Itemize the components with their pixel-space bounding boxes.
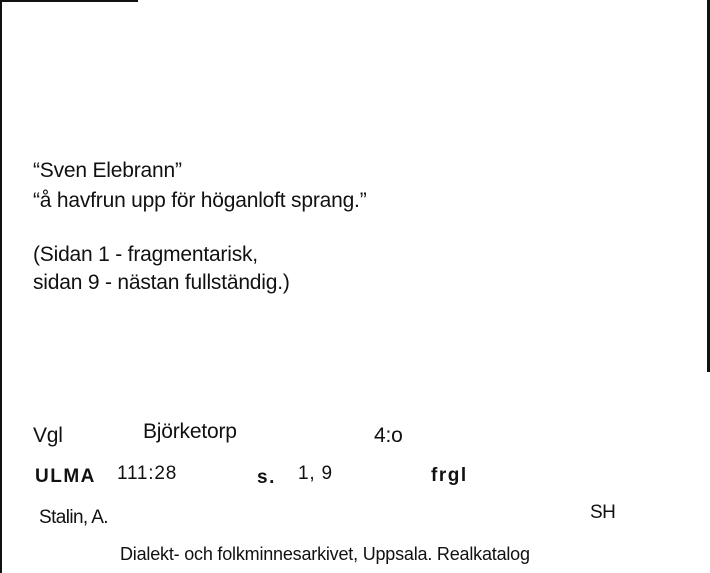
recorder-initials: SH xyxy=(590,502,616,523)
format: 4:o xyxy=(374,424,403,447)
card-top-border xyxy=(0,0,138,2)
verse-line: “å havfrun upp för höganloft sprang.” xyxy=(33,189,367,212)
archive-code: ULMA xyxy=(35,466,96,487)
pages-label: s. xyxy=(257,467,276,488)
pages-value: 1, 9 xyxy=(298,463,333,484)
song-title: “Sven Elebrann” xyxy=(33,159,182,182)
archive-footer: Dialekt- och folkminnesarkivet, Uppsala. Realkatalog xyxy=(120,544,530,564)
category-code: frgl xyxy=(431,465,468,486)
note-line-2: sidan 9 - nästan fullständig.) xyxy=(33,271,290,294)
card-left-border xyxy=(0,0,2,573)
archive-number: 111:28 xyxy=(117,463,178,484)
place-name: Björketorp xyxy=(143,420,237,443)
note-line-1: (Sidan 1 - fragmentarisk, xyxy=(33,243,258,266)
recorder-name: Stalin, A. xyxy=(39,507,108,528)
province: Vgl xyxy=(33,424,63,447)
